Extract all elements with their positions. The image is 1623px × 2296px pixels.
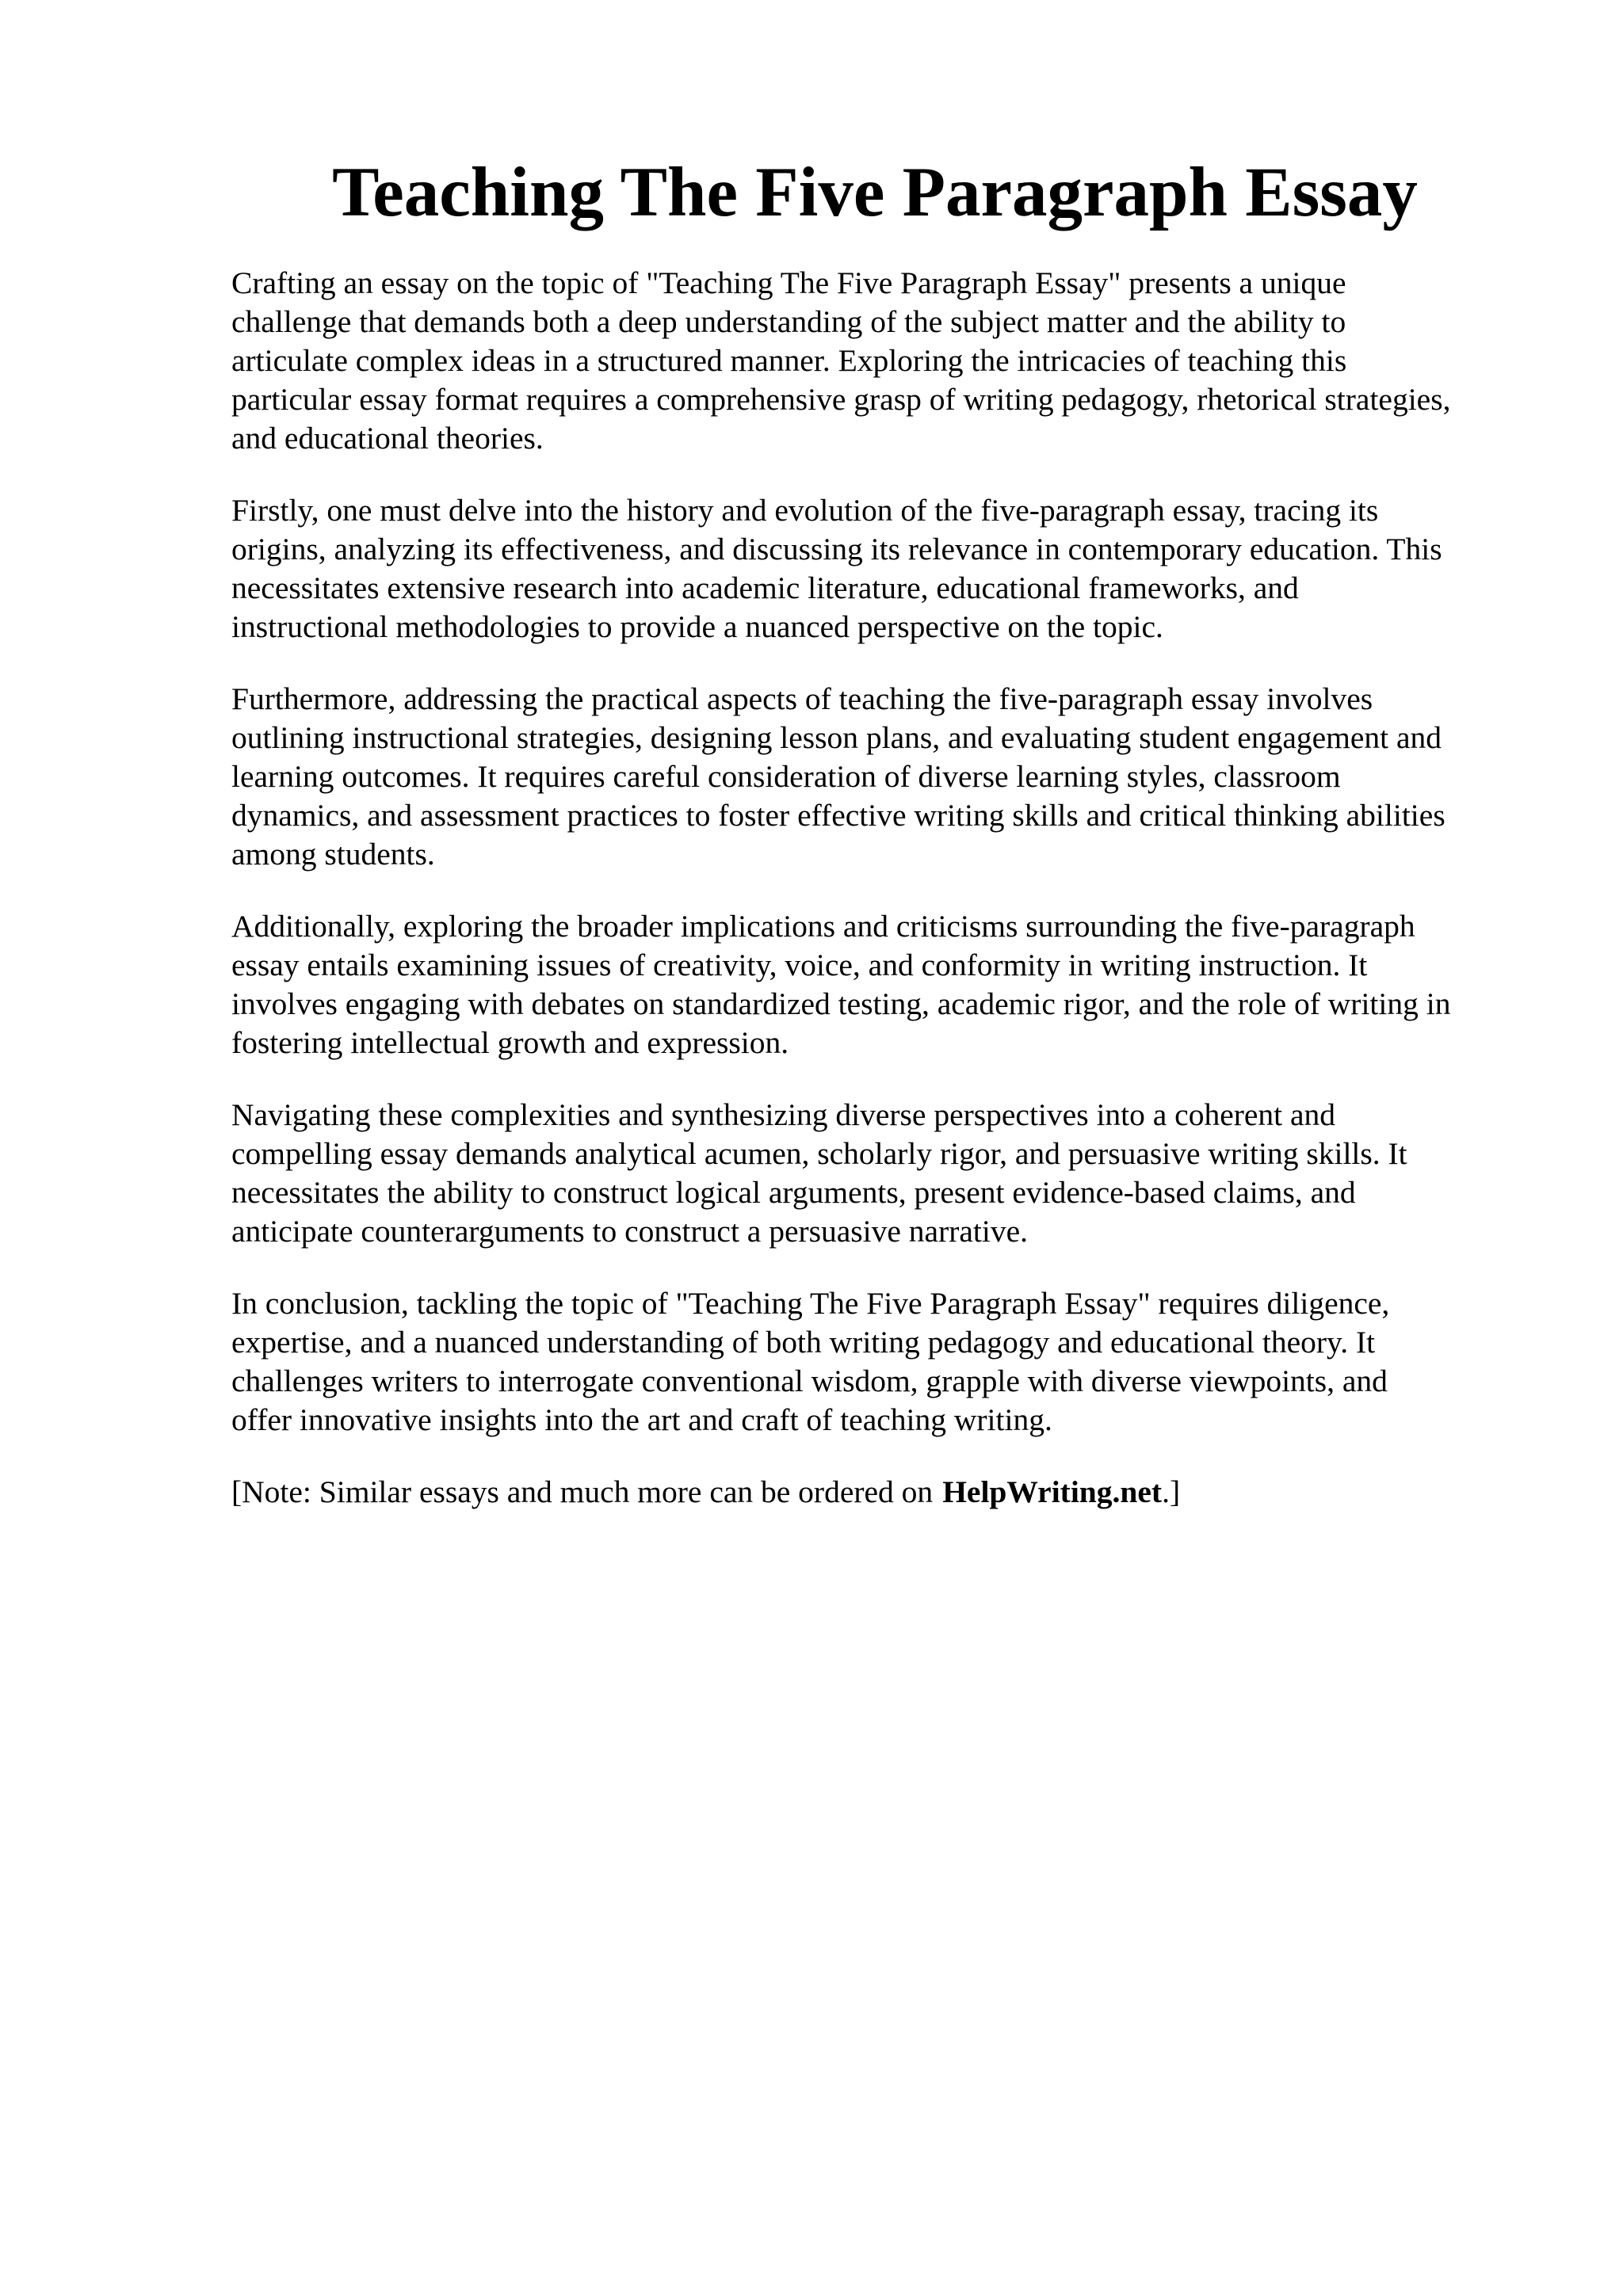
note-suffix: .] [1162,1474,1181,1509]
paragraph-implications [231,907,1531,1062]
text-line: Navigating these complexities and synthesizing diverse perspectives into a coherent and [231,1097,1336,1132]
text-line: among students. [231,837,435,871]
text-line: Furthermore, addressing the practical aspects of teaching the five-paragraph essay involves [231,681,1373,716]
text-line: outlining instructional strategies, designing lesson plans, and evaluating student engagement and [231,720,1442,755]
text-line: offer innovative insights into the art and craft of teaching writing. [231,1402,1052,1437]
text-line: compelling essay demands analytical acumen, scholarly rigor, and persuasive writing skills. It [231,1136,1407,1171]
text-line: challenge that demands both a deep understanding of the subject matter and the ability to [231,304,1346,339]
text-line: origins, analyzing its effectiveness, and discussing its relevance in contemporary education. This [231,532,1442,566]
text-line: and educational theories. [231,421,544,456]
paragraph-conclusion [231,1284,1531,1440]
text-line: learning outcomes. It requires careful consideration of diverse learning styles, classroom [231,759,1341,794]
text-line: necessitates extensive research into academic literature, educational frameworks, and [231,570,1299,605]
note-site-name: HelpWriting.net [942,1474,1163,1509]
page-title: Teaching The Five Paragraph Essay [332,154,1418,231]
text-line: expertise, and a nuanced understanding of both writing pedagogy and educational theory. It [231,1325,1376,1360]
paragraph-practical [231,680,1531,874]
text-line: articulate complex ideas in a structured manner. Exploring the intricacies of teaching this [231,343,1347,378]
paragraph-intro [231,264,1531,458]
text-line: essay entails examining issues of creativity, voice, and conformity in writing instruction. It [231,948,1368,982]
essay-body [231,264,1531,1545]
text-line: Additionally, exploring the broader implications and criticisms surrounding the five-paragraph [231,909,1415,944]
text-line: Crafting an essay on the topic of "Teaching The Five Paragraph Essay" presents a unique [231,265,1346,300]
text-line: involves engaging with debates on standardized testing, academic rigor, and the role of writing in [231,986,1451,1021]
paragraph-history [231,491,1531,646]
text-line: particular essay format requires a comprehensive grasp of writing pedagogy, rhetorical strategies, [231,382,1451,417]
note-prefix: [Note: Similar essays and much more can be ordered on [231,1474,934,1509]
note-paragraph [231,1473,1531,1512]
text-line: dynamics, and assessment practices to foster effective writing skills and critical thinking abilities [231,798,1445,833]
text-line: anticipate counterarguments to construct a persuasive narrative. [231,1214,1029,1249]
text-line: fostering intellectual growth and expression. [231,1025,789,1060]
text-line: In conclusion, tackling the topic of "Teaching The Five Paragraph Essay" requires diligence, [231,1286,1390,1321]
text-line: necessitates the ability to construct logical arguments, present evidence-based claims, and [231,1175,1356,1210]
text-line: Firstly, one must delve into the history and evolution of the five-paragraph essay, tracing its [231,493,1379,528]
text-line: challenges writers to interrogate conventional wisdom, grapple with diverse viewpoints, and [231,1363,1388,1398]
paragraph-complexities [231,1096,1531,1251]
text-line: instructional methodologies to provide a nuanced perspective on the topic. [231,609,1163,644]
